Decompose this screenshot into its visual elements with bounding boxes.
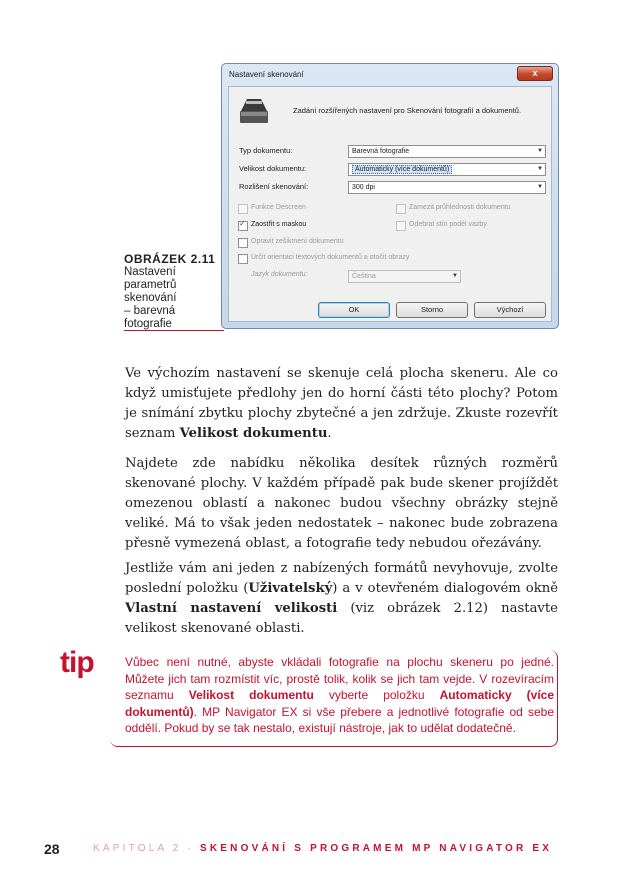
- paragraph-1: [125, 364, 558, 444]
- language-label: Jazyk dokumentu:: [251, 271, 308, 278]
- dialog-title-bar: [222, 64, 558, 86]
- cancel-button[interactable]: Storno: [396, 302, 468, 318]
- scanner-icon: [237, 95, 273, 127]
- text-run: Jestliže vám ani jeden z nabízených formátů nevyhovuje, zvolte poslední položku (: [125, 561, 558, 596]
- dropdown-arrow-icon: ▼: [452, 273, 458, 279]
- remove-gutter-label: Odebrat stín podél vazby: [409, 221, 487, 228]
- paragraph-3: [125, 559, 558, 639]
- reduce-show-through-label: Zamezit průhlednosti dokumentu: [409, 204, 511, 211]
- text-run: .: [327, 426, 332, 441]
- scan-settings-dialog: [221, 63, 559, 329]
- text-run: Vůbec není nutné, abyste vkládali fotografie na plochu skeneru po jedné. Můžete jich tam rozmístit víc, prostě tolik, kolik se jich tam vejde. V rozevíracím seznamu: [125, 655, 554, 702]
- orientation-label: Určit orientaci textových dokumentů a otočit obrazy: [251, 254, 410, 261]
- resolution-label: Rozlišení skenování:: [239, 182, 309, 191]
- tip-text: [125, 654, 554, 737]
- sharpen-label: Zaostřit s maskou: [251, 221, 307, 228]
- doc-size-value: Automaticky (více dokumentů): [352, 165, 452, 174]
- text-run: vyberte položku: [313, 688, 440, 702]
- fix-slanted-label: Opravit zešikmení dokumentu: [251, 238, 344, 245]
- fix-slanted-checkbox[interactable]: [238, 238, 248, 248]
- tip-heading: tip: [60, 646, 94, 679]
- language-select[interactable]: [348, 270, 461, 283]
- bold-term: Vlastní nastavení velikosti: [125, 601, 338, 616]
- defaults-button[interactable]: Výchozí: [474, 302, 546, 318]
- caption-rule: [124, 330, 224, 331]
- doc-size-label: Velikost dokumentu:: [239, 164, 307, 173]
- paragraph-2: Najdete zde nabídku několika desítek různých rozměrů skenované plochy. V každém případě pak bude skener projíždět omezenou oblastí a nakonec budou všechny obrázky stejně veliké. Má to však jeden nedostatek – nakonec bude zobrazena přesně vymezená oblast, a fotografie tedy nebudou ořezávány.: [125, 456, 558, 551]
- dialog-title: Nastavení skenování: [229, 70, 304, 79]
- text-run: (viz obrázek 2.12) nastavte velikost skenované oblasti.: [125, 601, 558, 636]
- text-run: ) a v otevřeném dialogovém okně: [332, 581, 558, 596]
- caption-line: parametrů: [124, 279, 177, 291]
- close-button[interactable]: x: [517, 66, 553, 81]
- caption-line: Nastavení: [124, 266, 176, 278]
- resolution-select[interactable]: [348, 181, 546, 194]
- doc-size-select[interactable]: [348, 163, 546, 176]
- caption-line: – barevná: [124, 305, 176, 317]
- figure-caption: [124, 252, 220, 331]
- bold-term: Velikost dokumentu: [179, 426, 328, 441]
- doc-type-select[interactable]: [348, 145, 546, 158]
- doc-type-label: Typ dokumentu:: [239, 146, 293, 155]
- language-value: Čeština: [352, 273, 376, 280]
- sharpen-checkbox[interactable]: [238, 221, 248, 231]
- caption-line: skenování: [124, 292, 177, 304]
- chapter-title: SKENOVÁNÍ S PROGRAMEM MP NAVIGATOR EX: [200, 843, 553, 854]
- running-footer: [93, 843, 552, 854]
- remove-gutter-checkbox[interactable]: [396, 221, 406, 231]
- bold-term: Velikost dokumentu: [188, 688, 314, 702]
- doc-type-value: Barevná fotografie: [352, 148, 410, 155]
- descreen-checkbox[interactable]: [238, 204, 248, 214]
- descreen-label: Funkce Descreen: [251, 204, 306, 211]
- dropdown-arrow-icon: ▼: [537, 166, 543, 172]
- dropdown-arrow-icon: ▼: [537, 148, 543, 154]
- resolution-value: 300 dpi: [352, 184, 375, 191]
- chapter-label: KAPITOLA 2 ·: [93, 843, 195, 854]
- figure-number: OBRÁZEK 2.11: [124, 252, 216, 266]
- text-run: . MP Navigator EX si vše přebere a jednotlivé fotografie od sebe oddělí. Pokud by se tak nestalo, existují nástroje, jak to udělat dodatečně.: [125, 704, 554, 735]
- caption-line: fotografie: [124, 318, 172, 330]
- reduce-show-through-checkbox[interactable]: [396, 204, 406, 214]
- ok-button[interactable]: OK: [318, 302, 390, 318]
- text-run: Ve výchozím nastavení se skenuje celá plocha skeneru. Ale co když umisťujete předlohy jen do horní části této plochy? Potom je snímání zbytku plochy zbytečné a jen zdržuje. Zkuste rozevřít seznam: [125, 366, 558, 441]
- page-number: 28: [44, 841, 60, 857]
- dialog-intro-text: Zadání rozšířených nastavení pro Skenování fotografií a dokumentů.: [293, 106, 522, 115]
- bold-term: Uživatelský: [248, 581, 333, 596]
- dropdown-arrow-icon: ▼: [537, 184, 543, 190]
- bold-term: Automaticky (více dokumentů): [125, 688, 555, 719]
- orientation-checkbox[interactable]: [238, 254, 248, 264]
- dialog-client-area: [228, 86, 552, 322]
- figure-description: [124, 266, 220, 331]
